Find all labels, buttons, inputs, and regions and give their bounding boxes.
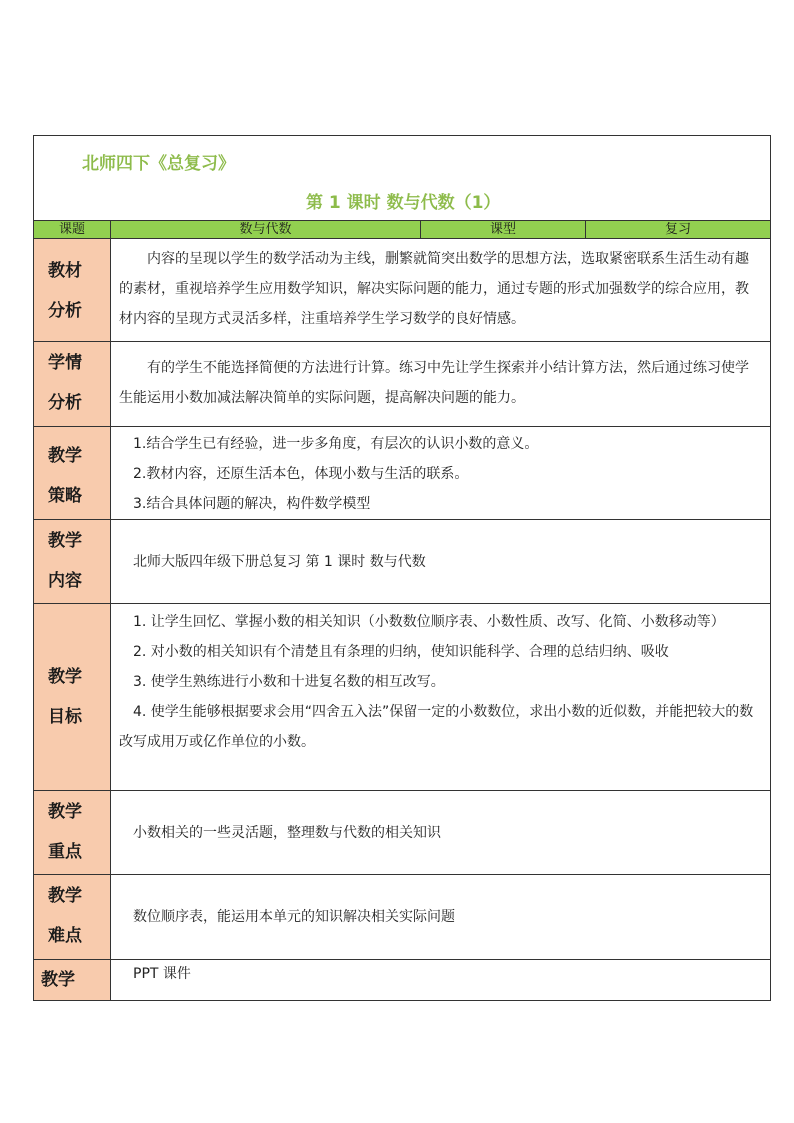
header-row [34,136,771,221]
goal-item: 1. 让学生回忆、掌握小数的相关知识（小数数位顺序表、小数性质、改写、化简、小数移动等） [133,614,725,630]
label-line: 教学 [48,886,82,906]
row-resources [34,960,771,1001]
label-line: 教学 [48,667,82,687]
row-body [111,427,771,520]
lesson-plan-table [33,135,771,1001]
row-key-points [34,791,771,875]
label-line: 教学 [48,446,82,466]
row-body [111,604,771,791]
key-points-text: 小数相关的一些灵活题，整理数与代数的相关知识 [133,824,441,841]
students-text: 有的学生不能选择简便的方法进行计算。练习中先让学生探索并小结计算方法，然后通过练习使学生能运用小数加减法解决简单的实际问题，提高解决问题的能力。 [119,360,749,406]
row-body [111,960,771,1001]
row-material [34,239,771,342]
strategy-item: 1.结合学生已有经验，进一步多角度，有层次的认识小数的意义。 [133,436,539,452]
label-line: 教学 [41,970,75,990]
lesson-title: 第 1 课时 数与代数（1） [306,193,501,213]
goal-item: 3. 使学生熟练进行小数和十进复名数的相互改写。 [133,674,445,690]
row-body [111,791,771,875]
row-content [34,520,771,604]
row-body [111,342,771,427]
label-line: 目标 [48,707,82,727]
label-line: 教学 [48,802,82,822]
series-title: 北师四下《总复习》 [82,154,235,174]
goal-item: 2. 对小数的相关知识有个清楚且有条理的归纳，使知识能科学、合理的总结归纳、吸收 [133,644,669,660]
label-line: 教学 [48,531,82,551]
row-label [34,960,111,1001]
strategy-item: 2.教材内容，还原生活本色，体现小数与生活的联系。 [133,466,469,482]
row-label [34,520,111,604]
row-label [34,875,111,960]
row-body [111,239,771,342]
row-body [111,520,771,604]
topic-value: 数与代数 [111,221,421,239]
label-line: 重点 [48,842,82,862]
row-label [34,239,111,342]
label-line: 分析 [48,393,82,413]
topic-label: 课题 [34,221,111,239]
type-value: 复习 [586,221,771,239]
header-cell [34,136,771,221]
label-line: 教材 [48,261,82,281]
lesson-plan-sheet [33,135,770,1001]
label-line: 策略 [48,486,82,506]
row-label [34,342,111,427]
label-line: 难点 [48,926,82,946]
label-line: 分析 [48,301,82,321]
row-body [111,875,771,960]
content-text: 北师大版四年级下册总复习 第 1 课时 数与代数 [133,553,426,570]
meta-row [34,221,771,239]
row-label [34,604,111,791]
goal-item: 4. 使学生能够根据要求会用“四舍五入法”保留一定的小数数位，求出小数的近似数，并能把较大的数改写成用万或亿作单位的小数。 [119,704,754,750]
difficulties-text: 数位顺序表，能运用本单元的知识解决相关实际问题 [133,909,455,925]
material-text: 内容的呈现以学生的数学活动为主线，删繁就简突出数学的思想方法，选取紧密联系生活生动有趣的素材，重视培养学生应用数学知识，解决实际问题的能力，通过专题的形式加强数学的综合应用，教材内容的呈现方式灵活多样，注重培养学生学习数学的良好情感。 [119,251,749,327]
label-line: 内容 [48,571,82,591]
label-line: 学情 [48,353,82,373]
strategy-item: 3.结合具体问题的解决，构件数学模型 [133,496,371,512]
row-label [34,791,111,875]
resources-text: PPT 课件 [133,966,191,982]
row-label [34,427,111,520]
row-students [34,342,771,427]
type-label: 课型 [421,221,586,239]
row-goals [34,604,771,791]
row-strategy [34,427,771,520]
row-difficulties [34,875,771,960]
